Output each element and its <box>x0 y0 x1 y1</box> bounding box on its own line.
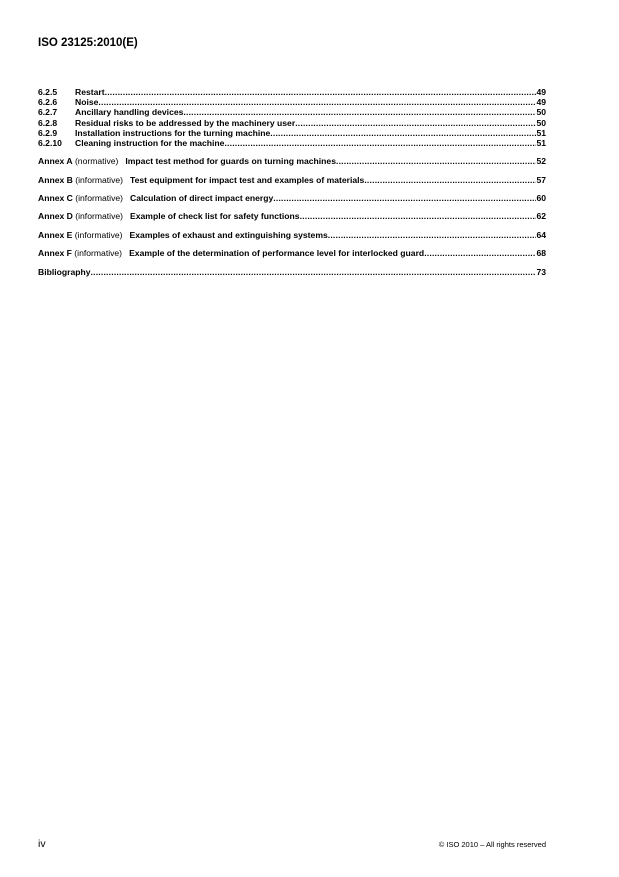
dot-leader <box>270 128 536 138</box>
dot-leader <box>300 211 537 221</box>
dot-leader <box>105 87 537 97</box>
annex-kind: (informative) <box>75 174 124 185</box>
document-header: ISO 23125:2010(E) <box>38 37 138 49</box>
toc-entry-title: Calculation of direct impact energy <box>130 193 274 203</box>
spacer <box>38 148 546 156</box>
annex-kind: (informative) <box>75 211 124 222</box>
dot-leader <box>273 193 536 203</box>
toc-entry-page: 62 <box>536 211 546 222</box>
annex-kind: (normative) <box>74 156 119 167</box>
toc-entry-number: 6.2.7 <box>38 107 58 118</box>
toc-entry-page: 57 <box>536 174 546 185</box>
annex-label: Annex F <box>38 248 72 259</box>
toc-entry-number: 6.2.6 <box>38 97 58 108</box>
annex-label: Annex D <box>38 211 73 222</box>
toc-entry-page: 49 <box>536 97 546 108</box>
toc-entry-title: Example of check list for safety functions <box>130 211 300 222</box>
toc-entry-title: Residual risks to be addressed by the machinery user <box>75 117 296 128</box>
dot-leader <box>98 97 536 107</box>
toc-entry-annex-c[interactable] <box>38 193 546 203</box>
toc-entry-number: 6.2.9 <box>38 127 58 138</box>
toc-entry-page: 49 <box>536 87 546 97</box>
dot-leader <box>183 107 536 117</box>
dot-leader <box>91 267 537 277</box>
toc-entry-page: 52 <box>536 156 546 167</box>
annex-label: Annex A <box>38 156 73 167</box>
toc-entry-title: Restart <box>75 87 105 97</box>
annex-label: Annex C <box>38 193 73 203</box>
toc-entry-6-2-5[interactable] <box>38 87 546 97</box>
annex-kind: (informative) <box>75 193 124 203</box>
page-number: iv <box>38 838 46 850</box>
toc-entry-number: 6.2.8 <box>38 117 58 128</box>
toc-entry-6-2-9[interactable] <box>38 128 546 138</box>
toc-entry-6-2-8[interactable] <box>38 118 546 128</box>
toc-entry-page: 60 <box>536 193 546 203</box>
toc-entry-number: 6.2.5 <box>38 87 58 97</box>
annex-kind: (informative) <box>74 229 123 240</box>
toc-entry-title: Impact test method for guards on turning machines <box>125 156 336 167</box>
toc-entry-bibliography[interactable] <box>38 267 546 277</box>
toc-entry-title: Test equipment for impact test and examples of materials <box>130 174 365 185</box>
dot-leader <box>364 175 536 185</box>
dot-leader <box>224 138 536 148</box>
toc-entry-title: Ancillary handling devices <box>75 107 184 118</box>
toc-entry-title: Noise <box>75 97 99 108</box>
annex-kind: (informative) <box>74 248 123 259</box>
toc-entry-page: 73 <box>536 266 546 277</box>
dot-leader <box>295 118 536 128</box>
toc-entry-annex-a[interactable] <box>38 156 546 166</box>
toc-entry-annex-d[interactable] <box>38 211 546 221</box>
toc-entry-annex-f[interactable] <box>38 248 546 258</box>
toc-entry-6-2-7[interactable] <box>38 107 546 117</box>
toc-entry-title: Installation instructions for the turning machine <box>75 127 271 138</box>
copyright-notice: © ISO 2010 – All rights reserved <box>438 840 546 849</box>
toc-entry-page: 50 <box>536 117 546 128</box>
toc-entry-annex-e[interactable] <box>38 230 546 240</box>
toc-entry-annex-b[interactable] <box>38 175 546 185</box>
toc-entry-title: Examples of exhaust and extinguishing systems <box>129 229 328 240</box>
dot-leader <box>424 248 536 258</box>
toc-entry-page: 51 <box>536 138 546 149</box>
dot-leader <box>336 156 536 166</box>
annex-label: Annex E <box>38 229 73 240</box>
toc-entry-6-2-10[interactable] <box>38 138 546 148</box>
toc-entry-page: 64 <box>536 229 546 240</box>
table-of-contents <box>38 87 546 285</box>
toc-entry-page: 68 <box>536 248 546 259</box>
toc-entry-title: Bibliography <box>38 266 91 277</box>
toc-entry-6-2-6[interactable] <box>38 97 546 107</box>
annex-label: Annex B <box>38 174 73 185</box>
dot-leader <box>328 230 537 240</box>
toc-entry-page: 51 <box>536 127 546 138</box>
toc-entry-title: Example of the determination of performance level for interlocked guard <box>129 248 425 259</box>
toc-entry-title: Cleaning instruction for the machine <box>75 138 225 149</box>
toc-entry-number: 6.2.10 <box>38 138 62 149</box>
toc-entry-page: 50 <box>536 107 546 118</box>
